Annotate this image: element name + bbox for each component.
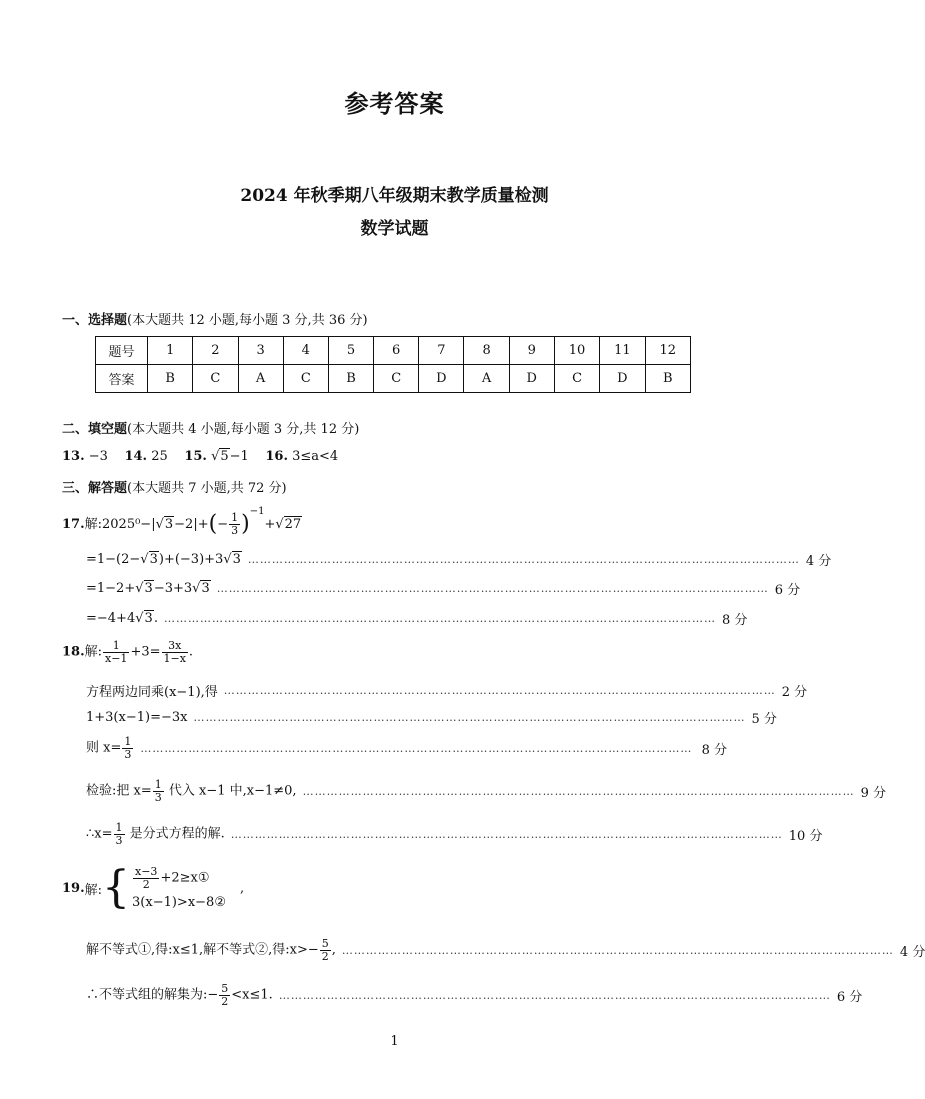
- table-cell: B: [328, 365, 373, 393]
- paren-open: (: [208, 511, 218, 537]
- score: 8 分: [701, 742, 727, 758]
- step-text: 代入 x−1 中,x−1≠0,: [164, 783, 297, 799]
- table-cell: D: [419, 365, 464, 393]
- step-text: .: [153, 611, 158, 626]
- table-row-numbers: [96, 337, 691, 365]
- paren-close: ): [241, 511, 250, 537]
- table-cell: D: [509, 365, 554, 393]
- table-header-cell: 答案: [96, 365, 148, 393]
- sqrt-expression: √3: [140, 552, 158, 567]
- brace-icon: {: [102, 862, 131, 913]
- q17-part: −2|+: [174, 517, 209, 532]
- inequality-2: 3(x−1)>x−8②: [132, 894, 226, 910]
- step-text: 检验:把 x=: [86, 783, 152, 799]
- q18-statement: [62, 640, 727, 664]
- table-header-cell: 题号: [96, 337, 148, 365]
- table-cell: 4: [283, 337, 328, 365]
- table-cell: C: [374, 365, 419, 393]
- table-cell: C: [283, 365, 328, 393]
- q18-step-3: [86, 736, 727, 760]
- fraction: $\frac{5}{2}$: [321, 937, 329, 963]
- fraction: $\frac{1}{x-1}$: [105, 639, 128, 665]
- step-text: 方程两边同乘(x−1),得: [86, 685, 218, 700]
- step-text: 1+3(x−1)=−3x: [86, 710, 188, 725]
- answer-table: [95, 336, 691, 393]
- step-text: ∴不等式组的解集为:−: [86, 987, 219, 1003]
- inequality-rest: +2≥x①: [160, 871, 210, 886]
- sqrt-expression: √27: [275, 517, 302, 532]
- dot-leader: …………………………………………………………………………………………………………………………: [230, 827, 783, 841]
- q14-number: 14.: [124, 449, 148, 464]
- comma: ,: [239, 880, 245, 896]
- table-cell: 11: [600, 337, 645, 365]
- q19-step-1: [86, 937, 925, 963]
- sqrt-expression: √3: [155, 517, 174, 532]
- dot-leader: …………………………………………………………………………………………………………………………: [193, 711, 746, 724]
- q17-step-2: [86, 579, 801, 598]
- q14-answer: 25: [151, 449, 168, 464]
- step-text: 解不等式①,得:x≤1,解不等式②,得:x>−: [86, 942, 319, 958]
- q18-step-1: [86, 681, 808, 700]
- fraction: $\frac{1}{3}$: [231, 511, 239, 537]
- step-text: ,: [331, 942, 336, 958]
- exam-title: 2024 年秋季期八年级期末教学质量检测: [240, 186, 549, 206]
- table-cell: 8: [464, 337, 509, 365]
- q18-end: .: [188, 644, 194, 660]
- table-cell: B: [148, 365, 193, 393]
- q18-step-5: [86, 821, 823, 847]
- table-cell: 3: [238, 337, 283, 365]
- section-fill-heading: [62, 418, 359, 437]
- sqrt-expression: √3: [135, 611, 153, 626]
- exponent: −1: [249, 506, 265, 517]
- table-row-answers: [96, 365, 691, 393]
- dot-leader: …………………………………………………………………………………………………………………………: [163, 612, 716, 625]
- step-text: )+(−3)+3: [158, 552, 224, 567]
- section-label: 二、填空题: [62, 422, 128, 437]
- subject-title: 数学试题: [360, 219, 429, 239]
- fraction: $\frac{5}{2}$: [221, 982, 229, 1008]
- table-cell: C: [554, 365, 599, 393]
- table-cell: 7: [419, 337, 464, 365]
- sqrt-expression: √3: [192, 581, 210, 596]
- q13-number: 13.: [62, 449, 85, 464]
- dot-leader: …………………………………………………………………………………………………………………………: [278, 988, 831, 1002]
- dot-leader: …………………………………………………………………………………………………………………………: [223, 684, 776, 697]
- table-cell: B: [645, 365, 690, 393]
- page-number: 1: [390, 1034, 399, 1049]
- q18-number: 18.: [62, 644, 85, 660]
- table-cell: 12: [645, 337, 690, 365]
- q17-step-1: [86, 550, 832, 569]
- q17-number: 17.: [62, 517, 85, 532]
- score: 4 分: [899, 944, 925, 960]
- step-text: 则 x=: [86, 740, 122, 756]
- q17-statement: 17.解:2025⁰−|√3−2|+(− $\frac{1}{3}$ )$^{-1}$+√27: [62, 506, 302, 537]
- sqrt-expression: √3: [135, 581, 153, 596]
- sqrt-expression: √3: [223, 552, 241, 567]
- score: 4 分: [805, 554, 832, 569]
- score: 5 分: [751, 712, 777, 727]
- section-label: 三、解答题: [62, 481, 128, 496]
- q18-step-4: [86, 778, 886, 804]
- fraction: $\frac{1}{3}$: [124, 735, 132, 761]
- q16-number: 16.: [265, 449, 288, 464]
- q15-number: 15.: [184, 449, 207, 464]
- table-cell: 2: [193, 337, 238, 365]
- q17-intro: 解:2025⁰−|: [84, 517, 156, 532]
- fill-answers: [62, 449, 727, 464]
- plus-sign: +: [264, 517, 276, 532]
- step-text: =1−2+: [86, 581, 136, 596]
- score: 9 分: [860, 785, 886, 801]
- score: 8 分: [721, 613, 748, 628]
- q19-intro: 解:: [84, 882, 103, 898]
- step-text: 是分式方程的解.: [125, 826, 225, 842]
- step-text: <x≤1.: [231, 987, 273, 1003]
- section-note: (本大题共 12 小题,每小题 3 分,共 36 分): [127, 313, 368, 328]
- table-cell: D: [600, 365, 645, 393]
- q19-step-2: [86, 982, 863, 1008]
- q19-statement: [62, 862, 727, 913]
- table-cell: 1: [148, 337, 193, 365]
- q18-mid: +3=: [130, 644, 161, 660]
- inequality-system: [102, 862, 226, 913]
- q18-intro: 解:: [84, 644, 103, 660]
- dot-leader: …………………………………………………………………………………………………………………………: [140, 741, 693, 755]
- q15-answer-rest: −1: [229, 449, 249, 464]
- table-cell: A: [238, 365, 283, 393]
- dot-leader: …………………………………………………………………………………………………………………………: [216, 582, 769, 595]
- table-cell: C: [193, 365, 238, 393]
- step-text: =−4+4: [86, 611, 136, 626]
- fraction: $\frac{1}{3}$: [154, 778, 162, 804]
- section-solve-heading: [62, 477, 287, 496]
- fraction: $\frac{1}{3}$: [115, 821, 123, 847]
- step-text: ∴x=: [86, 826, 113, 842]
- step-text: =1−(2−: [86, 552, 141, 567]
- q19-number: 19.: [62, 880, 85, 896]
- dot-leader: …………………………………………………………………………………………………………………………: [341, 943, 894, 957]
- table-cell: 10: [554, 337, 599, 365]
- sqrt-expression: √5: [211, 449, 229, 464]
- table-cell: A: [464, 365, 509, 393]
- q18-step-2: [86, 708, 777, 727]
- section-label: 一、选择题: [62, 313, 128, 328]
- score: 6 分: [836, 989, 863, 1005]
- step-text: −3+3: [153, 581, 193, 596]
- q17-step-3: [86, 609, 748, 628]
- dot-leader: …………………………………………………………………………………………………………………………: [302, 784, 855, 798]
- fraction: $\frac{3x}{1-x}$: [163, 639, 186, 665]
- inequality-1: [132, 866, 226, 890]
- q16-answer: 3≤a<4: [292, 449, 339, 464]
- section-note: (本大题共 7 小题,共 72 分): [127, 481, 287, 496]
- section-note: (本大题共 4 小题,每小题 3 分,共 12 分): [127, 422, 360, 437]
- fraction: $\frac{x-3}{2}$: [135, 865, 158, 891]
- score: 2 分: [781, 685, 808, 700]
- q13-answer: −3: [88, 449, 108, 464]
- score: 6 分: [774, 583, 801, 598]
- table-cell: 5: [328, 337, 373, 365]
- section-choice-heading: [62, 309, 368, 328]
- score: 10 分: [788, 828, 823, 844]
- page-title: 参考答案: [344, 89, 445, 118]
- table-cell: 9: [509, 337, 554, 365]
- table-cell: 6: [374, 337, 419, 365]
- dot-leader: …………………………………………………………………………………………………………………………: [247, 553, 800, 566]
